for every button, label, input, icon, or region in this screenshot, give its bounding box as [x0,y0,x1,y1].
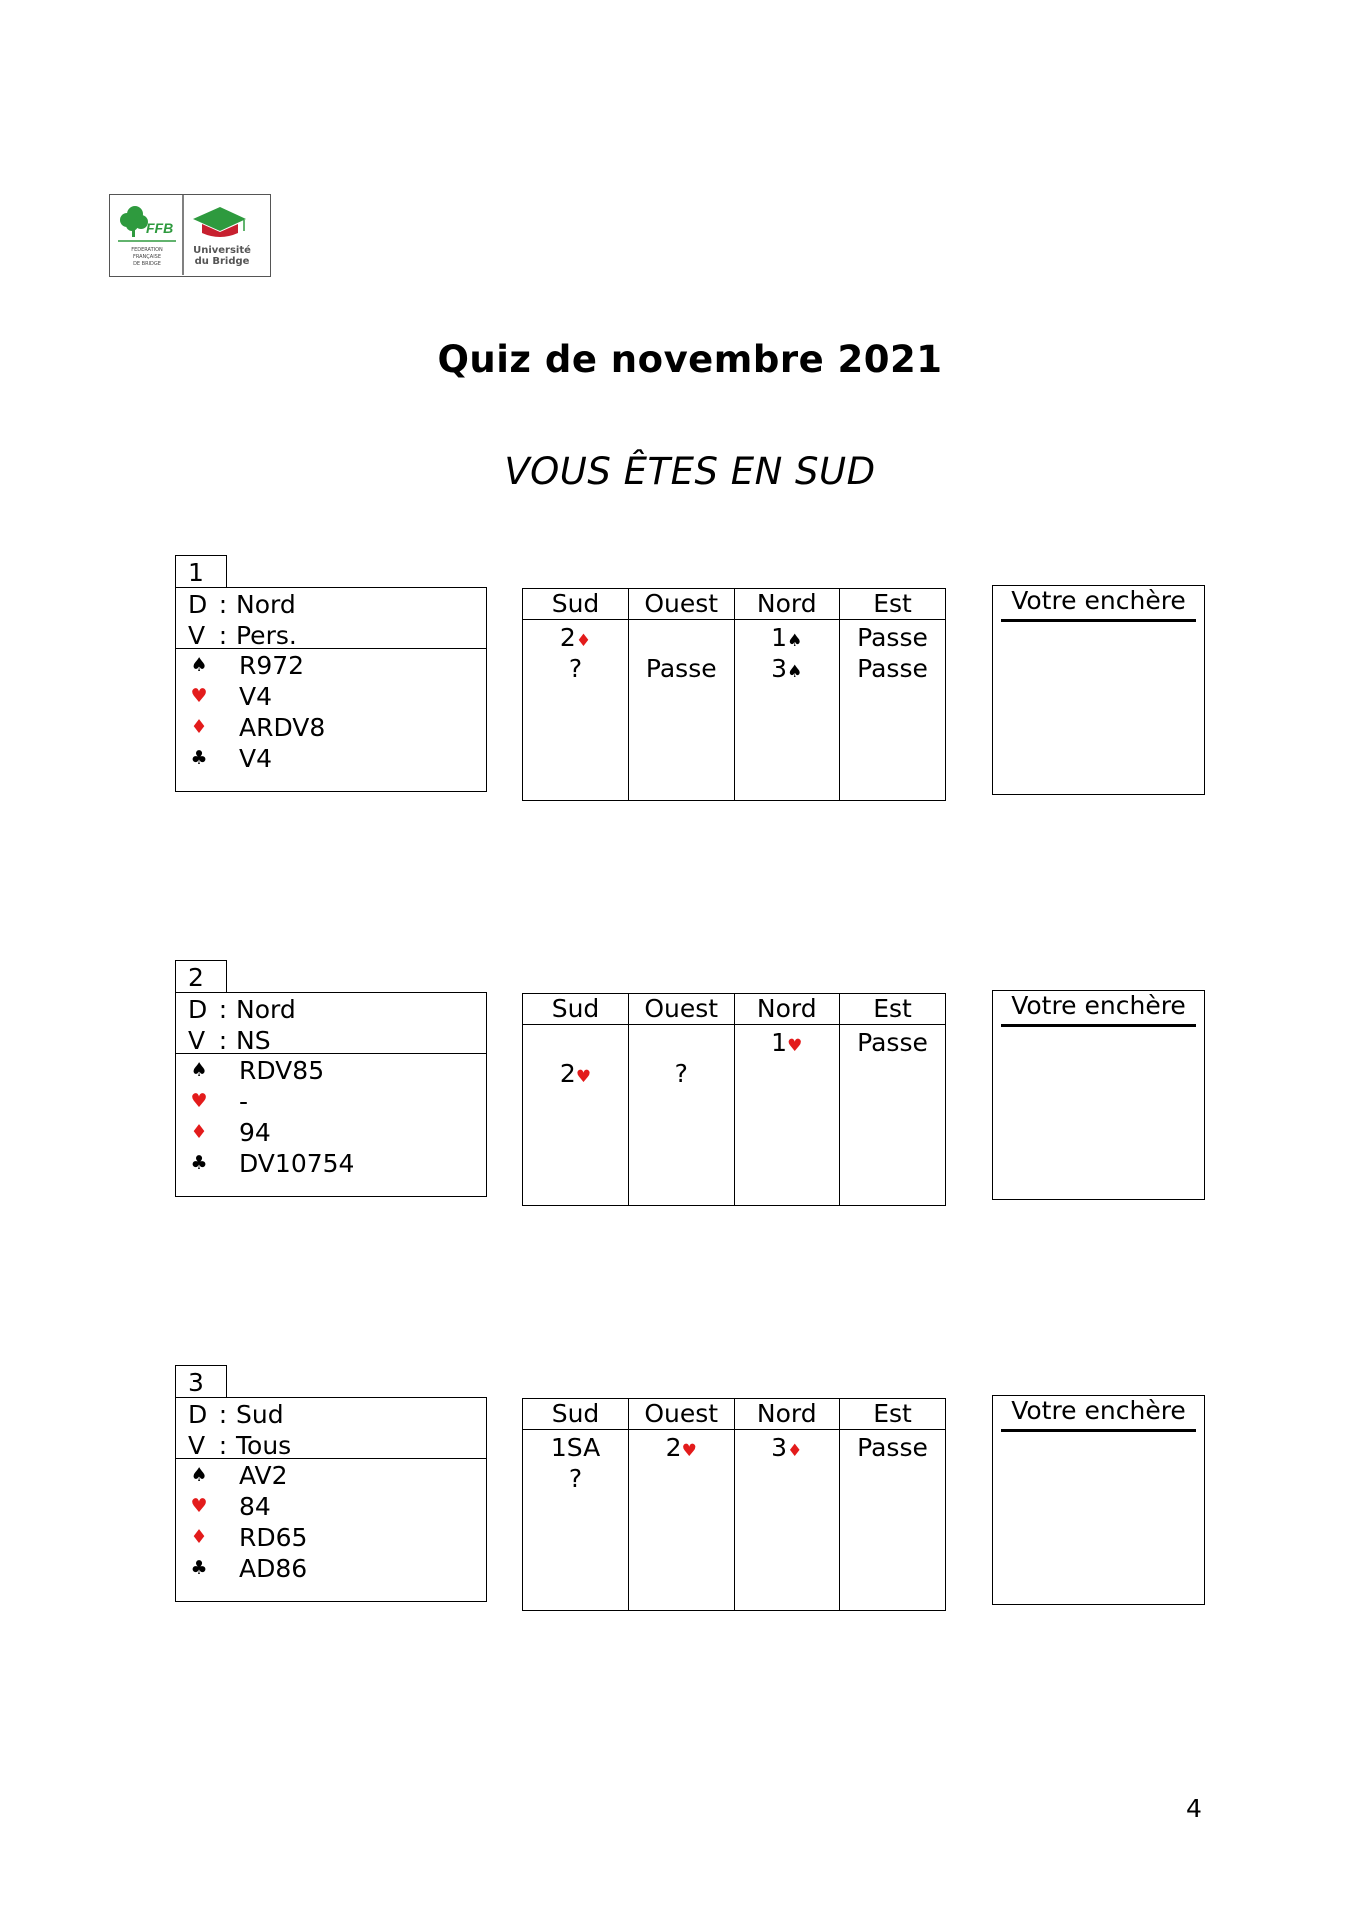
colon: : [218,621,228,650]
dealer-label: D [188,995,208,1024]
auction-column [523,1430,629,1611]
bid-suit-icon: ♥ [575,1067,592,1087]
auction-column [734,1025,840,1206]
cards-diamond: 94 [239,1118,271,1147]
bid [523,1027,628,1058]
auction-header: Nord [734,1399,840,1430]
club-icon: ♣ [190,1557,208,1579]
auction-column [629,1025,735,1206]
bid [523,1432,628,1463]
bid [629,1058,734,1089]
vulnerability-label: V [188,1026,206,1055]
suit-row-diamond [176,1117,486,1148]
bid-text: 2 [559,1059,576,1088]
hand-suits [176,649,486,774]
auction-header: Sud [523,994,629,1025]
auction-column [523,620,629,801]
page-title: Quiz de novembre 2021 [437,338,943,381]
bid [629,653,734,684]
bid [735,1432,840,1463]
spade-icon: ♠ [190,1464,208,1486]
heart-icon: ♥ [190,685,208,707]
bid-text: 1 [771,1028,788,1057]
auction-header: Nord [734,994,840,1025]
heart-icon: ♥ [190,1495,208,1517]
ffb-logo [109,194,271,277]
board-number: 1 [175,555,227,588]
spade-icon: ♠ [190,654,208,676]
dealer-value: Nord [236,995,296,1024]
page-number: 4 [1186,1794,1202,1823]
hand-suits [176,1054,486,1179]
bid [629,1027,734,1058]
bid-text: Passe [857,1028,928,1057]
auction-header: Nord [734,589,840,620]
cards-club: V4 [239,744,273,773]
auction-column [734,620,840,801]
diamond-icon: ♦ [190,1121,208,1143]
dealer-line [176,1399,486,1430]
vulnerability-label: V [188,621,206,650]
cards-club: DV10754 [239,1149,355,1178]
suit-row-heart [176,681,486,712]
auction-header: Est [840,994,946,1025]
hand-box [175,1397,487,1602]
spade-icon: ♠ [190,1059,208,1081]
auction-column [523,1025,629,1206]
bid-text: ? [568,654,583,683]
bid [840,653,945,684]
auction-header: Est [840,589,946,620]
dealer-line [176,589,486,620]
bid [629,1432,734,1463]
hand-header [176,588,486,649]
auction-header: Ouest [629,994,735,1025]
colon: : [218,1431,228,1460]
auction-table [522,1398,946,1611]
suit-row-club [176,1148,486,1179]
bid [735,1027,840,1058]
suit-row-heart [176,1086,486,1117]
auction-column [629,1430,735,1611]
auction-table [522,993,946,1206]
ffb-caption-3: DE BRIDGE [133,261,161,267]
bid-suit-icon: ♦ [787,1441,803,1461]
bid-text: Passe [857,1433,928,1462]
bid-text: 3 [771,654,788,683]
suit-row-spade [176,650,486,681]
hand-suits [176,1459,486,1584]
cards-heart: 84 [239,1492,271,1521]
answer-title: Votre enchère [1001,1396,1196,1432]
ffb-text: FFB [146,220,174,236]
suit-row-club [176,1553,486,1584]
vulnerability-line [176,620,486,651]
bid-text: ? [674,1059,688,1088]
ffb-caption-2: FRANÇAISE [132,254,162,260]
bid-suit-icon: ♠ [787,631,803,651]
answer-title: Votre enchère [1001,991,1196,1027]
board-number: 2 [175,960,227,993]
suit-row-spade [176,1055,486,1086]
vulnerability-value: NS [236,1026,271,1055]
hand-box [175,587,487,792]
colon: : [218,590,228,619]
diamond-icon: ♦ [190,1526,208,1548]
colon: : [218,995,228,1024]
auction-column [840,1430,946,1611]
auction-header: Ouest [629,589,735,620]
board-number: 3 [175,1365,227,1398]
colon: : [218,1026,228,1055]
suit-row-club [176,743,486,774]
tree-icon [120,206,148,237]
hand-box [175,992,487,1197]
bid [840,1027,945,1058]
cards-heart: - [239,1087,249,1116]
page-subtitle: VOUS ÊTES EN SUD [504,450,876,493]
bid [840,1432,945,1463]
cards-spade: AV2 [239,1461,288,1490]
dealer-label: D [188,1400,208,1429]
auction-table [522,588,946,801]
bid-text: 3 [771,1433,788,1462]
dealer-value: Sud [236,1400,284,1429]
cards-heart: V4 [239,682,273,711]
auction-column [840,1025,946,1206]
hand-header [176,1398,486,1459]
club-icon: ♣ [190,747,208,769]
cards-diamond: RD65 [239,1523,308,1552]
ffb-caption-1: FEDERATION [131,247,163,253]
bid-suit-icon: ♥ [681,1441,697,1461]
bid [523,653,628,684]
bid-text: 1SA [550,1433,601,1462]
graduation-cap-icon [193,207,246,237]
club-icon: ♣ [190,1152,208,1174]
bid-text: 2 [559,623,576,652]
auction-header: Est [840,1399,946,1430]
vulnerability-label: V [188,1431,206,1460]
suit-row-diamond [176,1522,486,1553]
vulnerability-line [176,1430,486,1461]
bid-text: Passe [857,623,928,652]
heart-icon: ♥ [190,1090,208,1112]
answer-title: Votre enchère [1001,586,1196,622]
auction-header: Sud [523,589,629,620]
univ-caption-1: Université [193,245,251,256]
colon: : [218,1400,228,1429]
auction-column [840,620,946,801]
bid-suit-icon: ♥ [787,1036,803,1056]
answer-box[interactable] [992,1395,1205,1605]
bid-text: ? [568,1464,583,1493]
auction-column [734,1430,840,1611]
answer-box[interactable] [992,585,1205,795]
dealer-line [176,994,486,1025]
hand-header [176,993,486,1054]
bid-text: Passe [645,654,717,683]
cards-diamond: ARDV8 [239,713,326,742]
bid [523,622,628,653]
suit-row-heart [176,1491,486,1522]
vulnerability-value: Tous [236,1431,292,1460]
bid [523,1058,628,1089]
bid-suit-icon: ♠ [787,662,803,682]
bid-text: 1 [771,623,788,652]
vulnerability-value: Pers. [236,621,297,650]
dealer-value: Nord [236,590,296,619]
bid [735,653,840,684]
vulnerability-line [176,1025,486,1056]
univ-caption-2: du Bridge [194,256,250,267]
diamond-icon: ♦ [190,716,208,738]
auction-header: Ouest [629,1399,735,1430]
suit-row-diamond [176,712,486,743]
bid [840,622,945,653]
suit-row-spade [176,1460,486,1491]
auction-column [629,620,735,801]
quiz-board [0,555,1356,795]
bid [629,622,734,653]
answer-box[interactable] [992,990,1205,1200]
quiz-board [0,960,1356,1200]
auction-header: Sud [523,1399,629,1430]
cards-club: AD86 [239,1554,308,1583]
cards-spade: R972 [239,651,305,680]
cards-spade: RDV85 [239,1056,325,1085]
bid [735,622,840,653]
bid [523,1463,628,1494]
quiz-board [0,1365,1356,1605]
bid-text: Passe [857,654,928,683]
bid-suit-icon: ♦ [575,631,592,651]
dealer-label: D [188,590,208,619]
bid-text: 2 [665,1433,682,1462]
